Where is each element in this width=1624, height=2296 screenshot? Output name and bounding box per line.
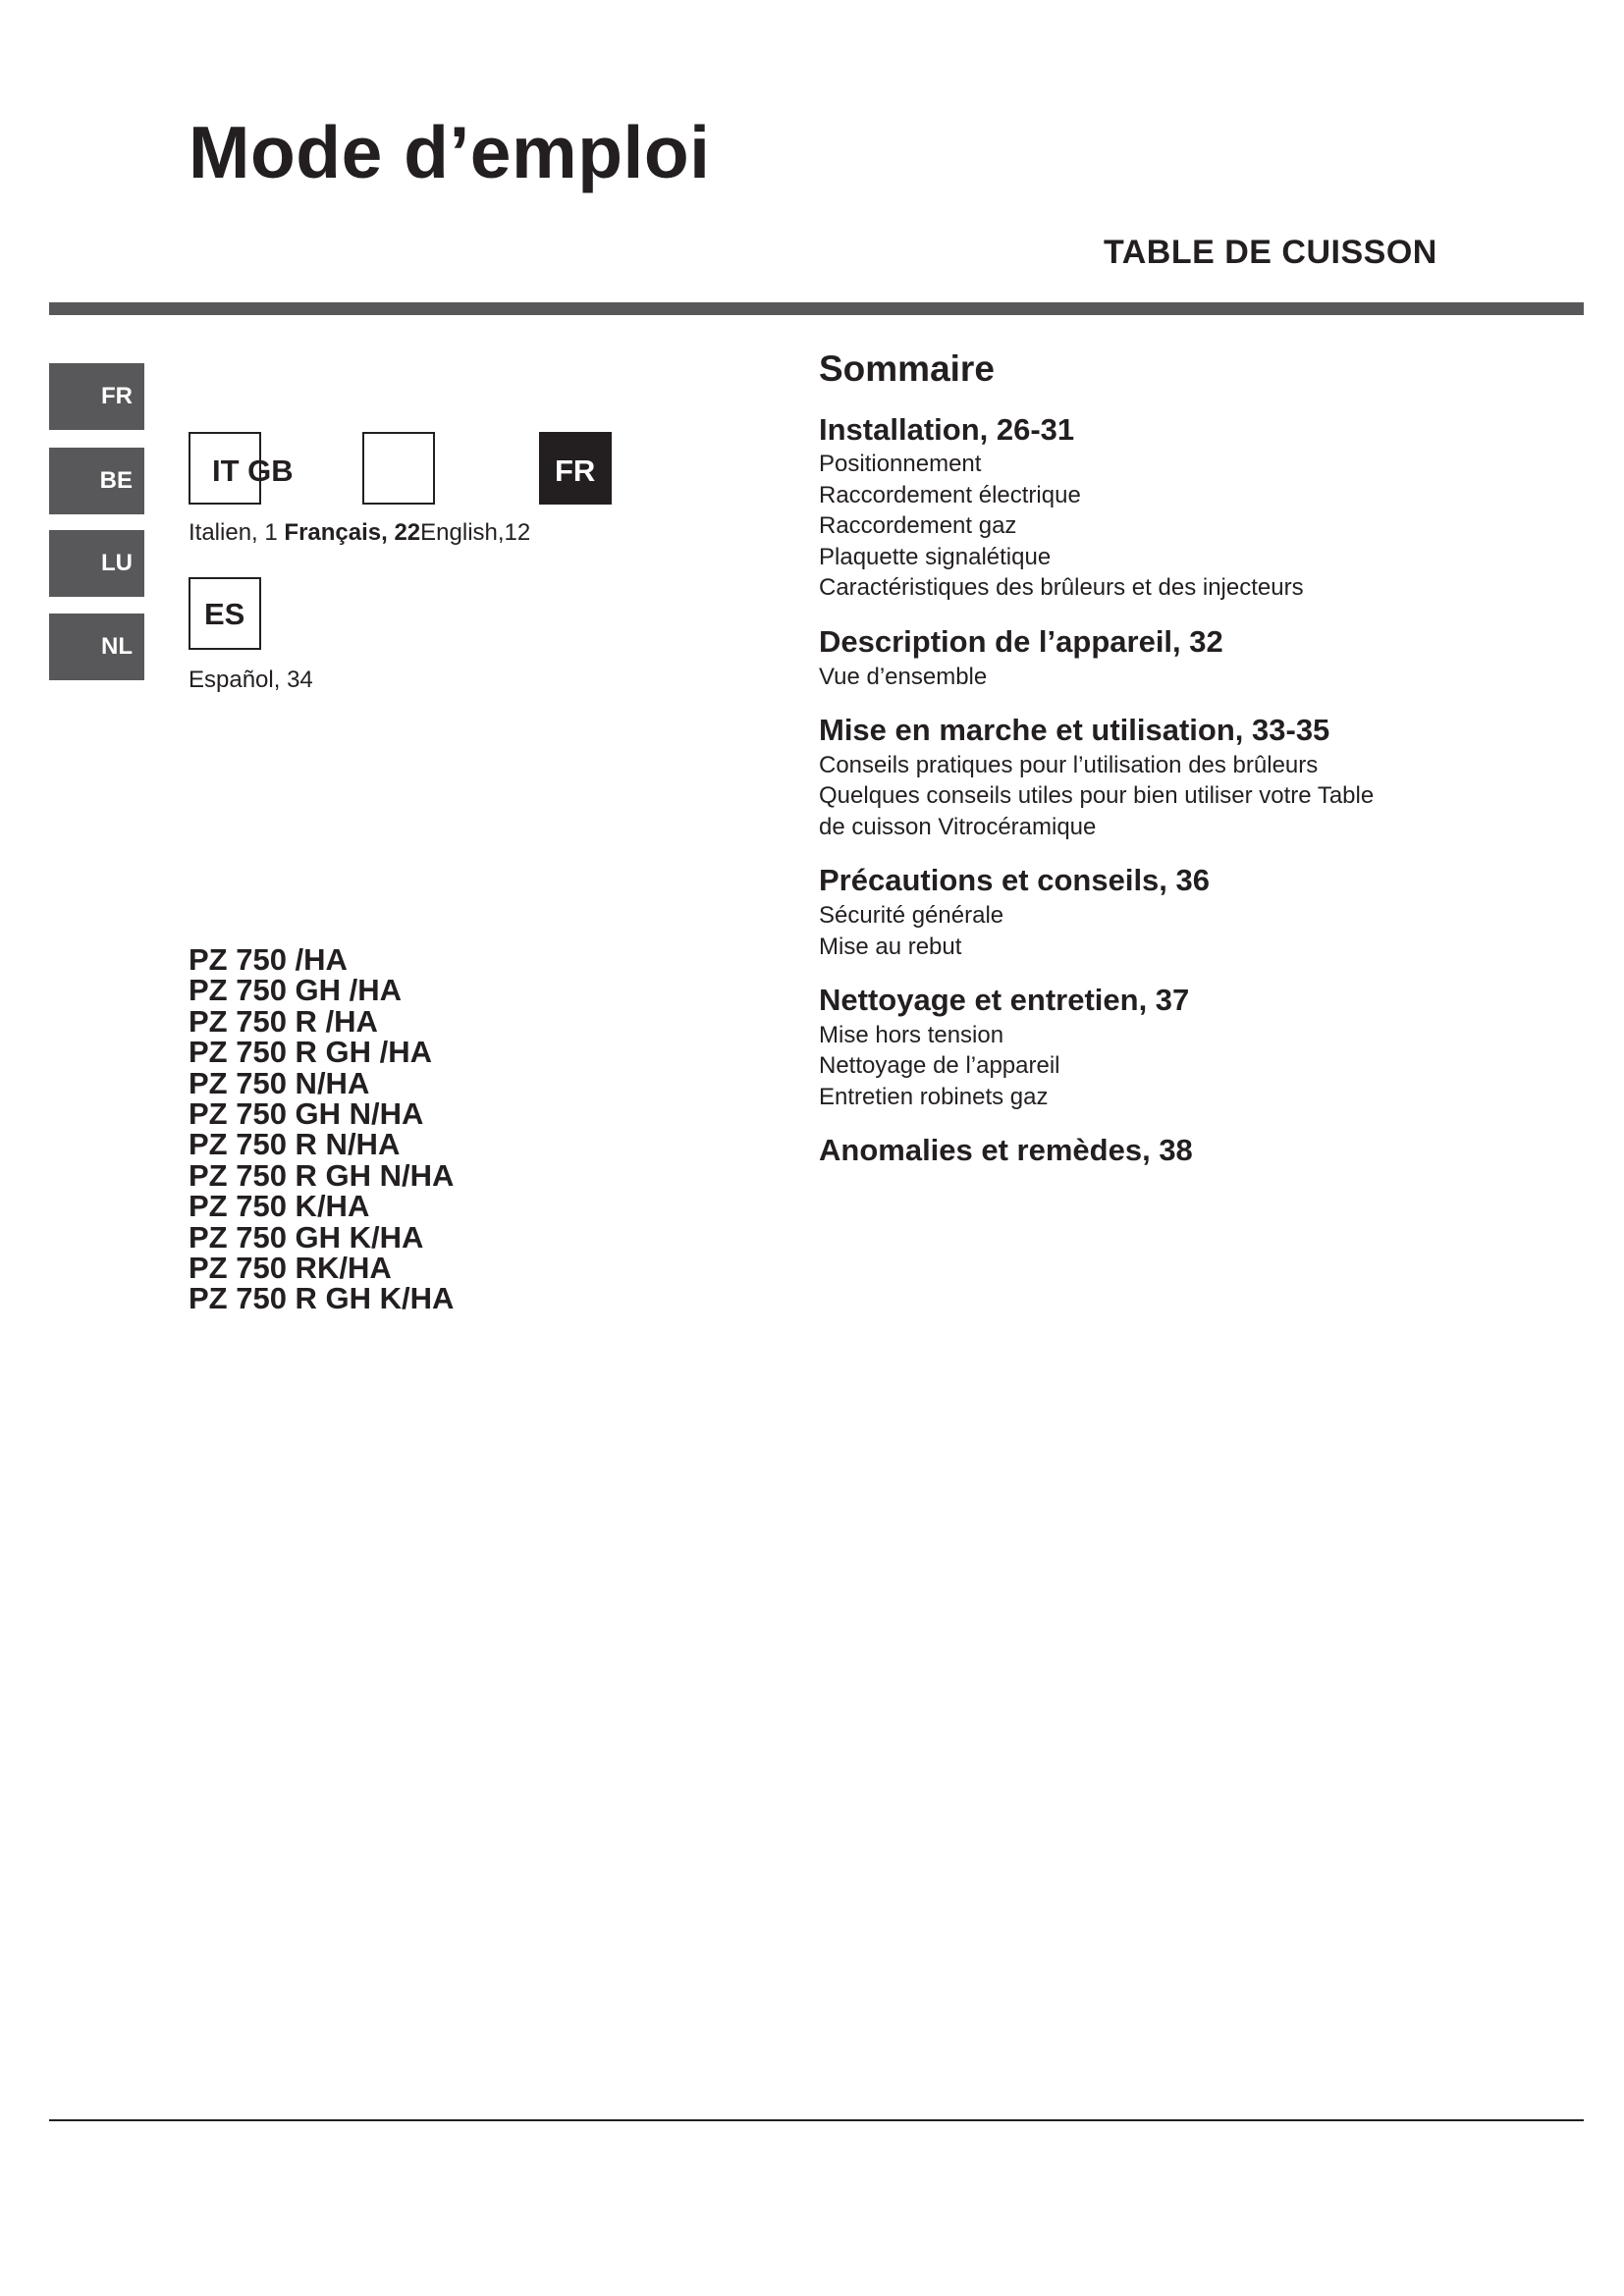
- caption-italian: Italien, 1: [189, 519, 278, 546]
- bottom-divider: [49, 2119, 1584, 2121]
- toc-item: Raccordement gaz: [819, 512, 1017, 540]
- model-item: PZ 750 RK/HA: [189, 1251, 392, 1286]
- table-of-contents: [819, 349, 1565, 1190]
- top-divider: [49, 302, 1584, 315]
- toc-sections: [819, 411, 1565, 1171]
- toc-section: [819, 712, 1565, 842]
- toc-section: [819, 982, 1565, 1112]
- toc-section: [819, 623, 1565, 692]
- caption-english: English,12: [420, 519, 531, 546]
- toc-title: Sommaire: [819, 348, 995, 389]
- toc-item: Entretien robinets gaz: [819, 1083, 1049, 1110]
- toc-item: Mise au rebut: [819, 933, 962, 960]
- toc-item: Positionnement: [819, 451, 982, 478]
- caption-french: Français, 22: [284, 519, 421, 546]
- model-item: PZ 750 R GH N/HA: [189, 1157, 455, 1193]
- country-tab-nl: NL: [49, 614, 144, 680]
- toc-item: Plaquette signalétique: [819, 543, 1052, 570]
- toc-section: [819, 411, 1565, 604]
- language-label-es: ES: [204, 597, 245, 631]
- model-list: [189, 944, 454, 1314]
- model-item: PZ 750 GH K/HA: [189, 1219, 424, 1255]
- caption-spanish: Español, 34: [189, 667, 313, 693]
- model-item: PZ 750 N/HA: [189, 1065, 370, 1100]
- model-item: PZ 750 K/HA: [189, 1189, 370, 1224]
- toc-heading: Nettoyage et entretien, 37: [819, 983, 1190, 1018]
- product-type: TABLE DE CUISSON: [1104, 234, 1437, 271]
- language-captions: [189, 521, 530, 545]
- toc-heading: Mise en marche et utilisation, 33-35: [819, 713, 1330, 748]
- toc-item: Quelques conseils utiles pour bien utiliser votre Table: [819, 782, 1375, 810]
- toc-heading: Précautions et conseils, 36: [819, 863, 1211, 898]
- language-box-gb: [362, 432, 435, 505]
- language-label-fr: FR: [555, 454, 596, 488]
- toc-item: Vue d’ensemble: [819, 663, 988, 690]
- page-title: Mode d’emploi: [189, 111, 711, 193]
- country-tab-lu: LU: [49, 530, 144, 597]
- country-tab-fr: FR: [49, 363, 144, 430]
- toc-item: Conseils pratiques pour l’utilisation des brûleurs: [819, 751, 1319, 778]
- model-item: PZ 750 R N/HA: [189, 1127, 401, 1162]
- toc-heading: Installation, 26-31: [819, 411, 1075, 447]
- toc-item: Mise hors tension: [819, 1021, 1004, 1048]
- toc-section: [819, 1132, 1565, 1170]
- toc-heading: Anomalies et remèdes, 38: [819, 1133, 1193, 1168]
- toc-item: Raccordement électrique: [819, 481, 1081, 508]
- toc-item: de cuisson Vitrocéramique: [819, 813, 1097, 840]
- model-item: PZ 750 GH N/HA: [189, 1096, 424, 1132]
- toc-section: [819, 862, 1565, 962]
- country-tab-be: BE: [49, 448, 144, 514]
- toc-heading: Description de l’appareil, 32: [819, 623, 1223, 659]
- toc-item: Caractéristiques des brûleurs et des injecteurs: [819, 574, 1304, 602]
- model-item: PZ 750 R GH K/HA: [189, 1281, 455, 1316]
- model-item: PZ 750 GH /HA: [189, 973, 403, 1008]
- toc-item: Sécurité générale: [819, 902, 1004, 930]
- toc-item: Nettoyage de l’appareil: [819, 1052, 1060, 1080]
- language-label-it-gb: IT GB: [212, 454, 294, 488]
- model-item: PZ 750 R GH /HA: [189, 1035, 433, 1070]
- model-item: PZ 750 R /HA: [189, 1003, 378, 1039]
- model-item: PZ 750 /HA: [189, 942, 348, 977]
